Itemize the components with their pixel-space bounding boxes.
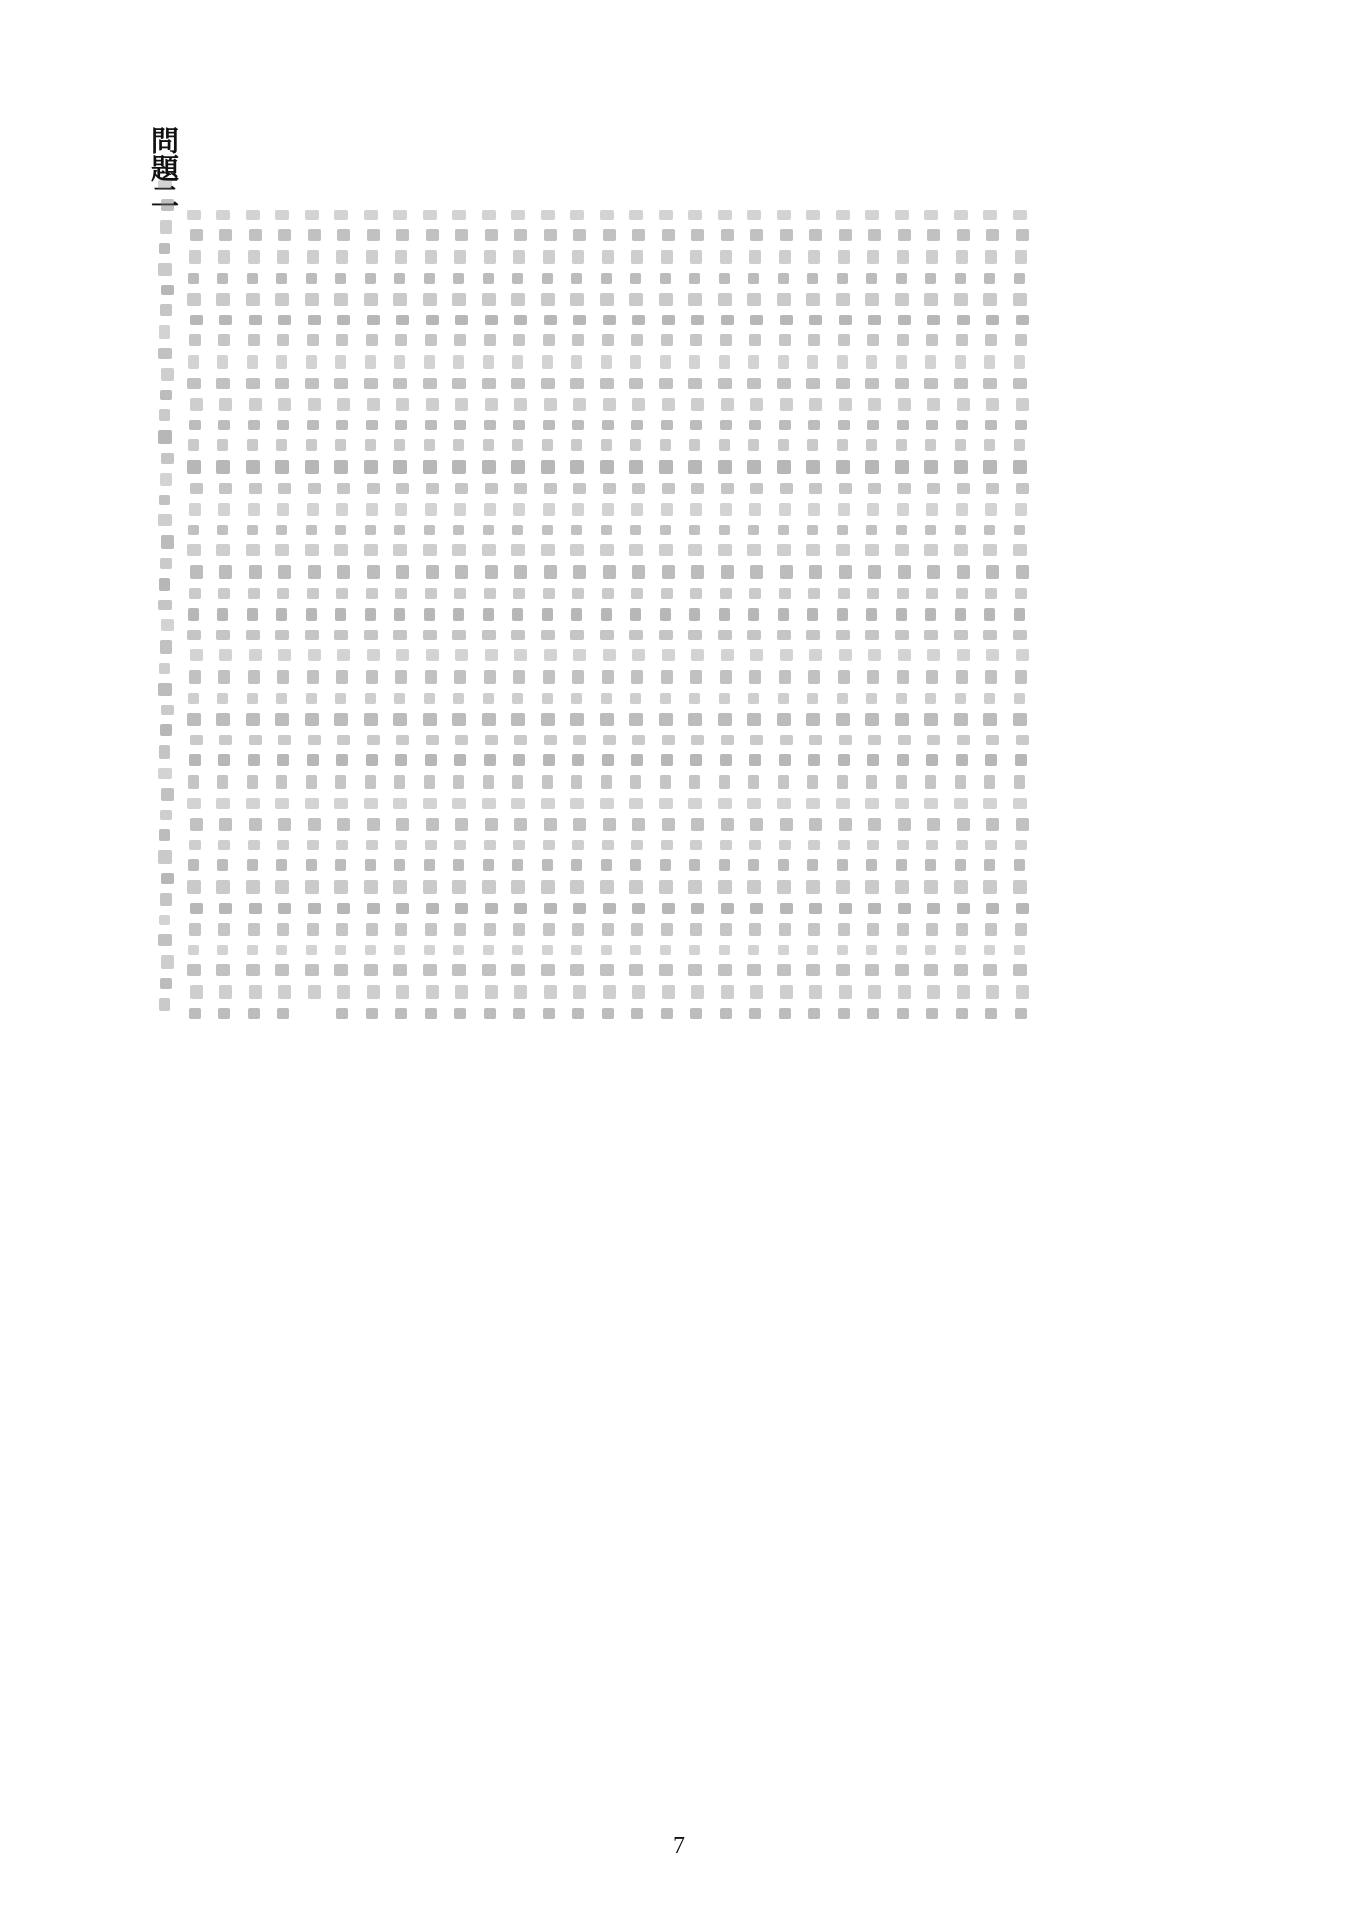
passage-column-19 xyxy=(688,210,704,1019)
question-heading: 問題二 xyxy=(147,126,180,210)
passage-column-20 xyxy=(718,210,734,1019)
passage-column-17 xyxy=(629,210,645,1019)
passage-column-23 xyxy=(806,210,822,1019)
passage-column-1 xyxy=(158,180,174,1011)
passage-column-28 xyxy=(954,210,970,1019)
passage-column-12 xyxy=(482,210,498,1019)
passage-column-27 xyxy=(924,210,940,1019)
passage-column-25 xyxy=(865,210,881,1019)
passage-column-9 xyxy=(393,210,409,1019)
passage-column-13 xyxy=(511,210,527,1019)
passage-column-24 xyxy=(836,210,852,1019)
passage-column-16 xyxy=(600,210,616,1019)
passage-column-30 xyxy=(1013,210,1029,1019)
passage-column-15 xyxy=(570,210,586,1019)
passage-column-5 xyxy=(275,210,291,1019)
passage-column-3 xyxy=(216,210,232,1019)
page-number: 7 xyxy=(673,1833,685,1859)
passage-column-21 xyxy=(747,210,763,1019)
passage-column-6 xyxy=(305,210,321,999)
passage-column-29 xyxy=(983,210,999,1019)
passage-text-strokes xyxy=(158,180,1029,1019)
passage-column-26 xyxy=(895,210,911,1019)
passage-column-10 xyxy=(423,210,439,1019)
passage-column-14 xyxy=(541,210,557,1019)
passage-column-22 xyxy=(777,210,793,1019)
passage-column-8 xyxy=(364,210,380,1019)
passage-column-11 xyxy=(452,210,468,1019)
passage-column-4 xyxy=(246,210,262,1019)
passage-column-7 xyxy=(334,210,350,1019)
passage-column-18 xyxy=(659,210,675,1019)
passage-column-2 xyxy=(187,210,203,1019)
